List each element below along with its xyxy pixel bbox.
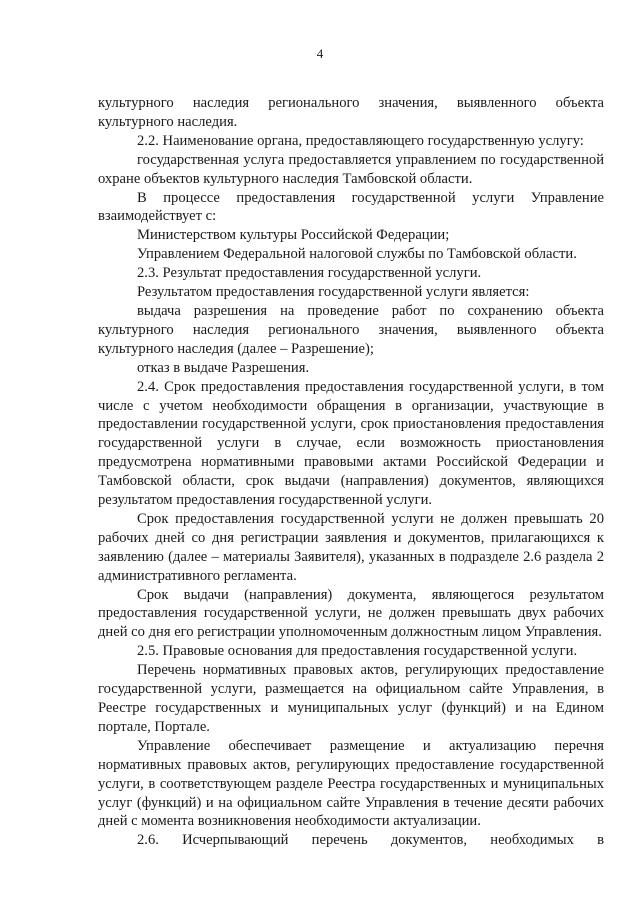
paragraph: Управлением Федеральной налоговой службы по Тамбовской области.	[137, 246, 577, 263]
paragraph: 2.5. Правовые основания для предоставления государственной услуги.	[137, 643, 578, 660]
paragraph: государственная услуга предоставляется управлением по государственной охране объектов культурного наследия Тамбовской области.	[98, 151, 604, 187]
paragraph: выдача разрешения на проведение работ по сохранению объекта культурного наследия регионального значения, выявленного объекта культурного наследия (далее – Разрешение);	[98, 302, 604, 357]
paragraph: 2.4. Срок предоставления предоставления государственной услуги, в том числе с учетом необходимости обращения в организации, участвующие в предоставлении государственной услуги, срок приостановления предоставления государственной услуги в случае, если возможность приостановления предусмотрена нормативными правовыми актами Российской Федерации и Тамбовской области, срок выдачи (направления) документов, являющихся результатом предоставления государственной услуги.	[98, 378, 604, 509]
paragraph: 2.6. Исчерпывающий перечень документов, необходимых в	[137, 832, 604, 849]
paragraph: Перечень нормативных правовых актов, регулирующих предоставление государственной услуги, размещается на официальном сайте Управления, в Реестре государственных и муниципальных услуг (функций) и на Едином портале, Портале.	[98, 662, 604, 735]
paragraph: 2.2. Наименование органа, предоставляющего государственную услугу:	[137, 132, 584, 149]
paragraph: отказ в выдаче Разрешения.	[137, 359, 310, 376]
paragraph: Срок предоставления государственной услуги не должен превышать 20 рабочих дней со дня регистрации заявления и документов, прилагающихся к заявлению (далее – материалы Заявителя), указанных в подразделе 2.6 раздела 2 административного регламента.	[98, 510, 604, 584]
paragraph: В процессе предоставления государственной услуги Управление взаимодействует с:	[98, 189, 604, 225]
paragraph: культурного наследия регионального значения, выявленного объекта культурного наследия.	[98, 95, 604, 130]
document-body	[98, 94, 604, 850]
paragraph: 2.3. Результат предоставления государственной услуги.	[137, 265, 482, 282]
paragraph: Результатом предоставления государственной услуги является:	[137, 284, 530, 301]
paragraph: Срок выдачи (направления) документа, являющегося результатом предоставления государственной услуги, не должен превышать двух рабочих дней со дня его регистрации уполномоченным должностным лицом Управления.	[98, 586, 604, 641]
paragraph: Управление обеспечивает размещение и актуализацию перечня нормативных правовых актов, регулирующих предоставление государственной услуги, в соответствующем разделе Реестра государственных и муниципальных услуг (функций) и на официальном сайте Управления в течение десяти рабочих дней с момента возникновения необходимости актуализации.	[98, 737, 604, 830]
paragraph: Министерством культуры Российской Федерации;	[137, 227, 450, 244]
page-number: 4	[316, 46, 324, 61]
